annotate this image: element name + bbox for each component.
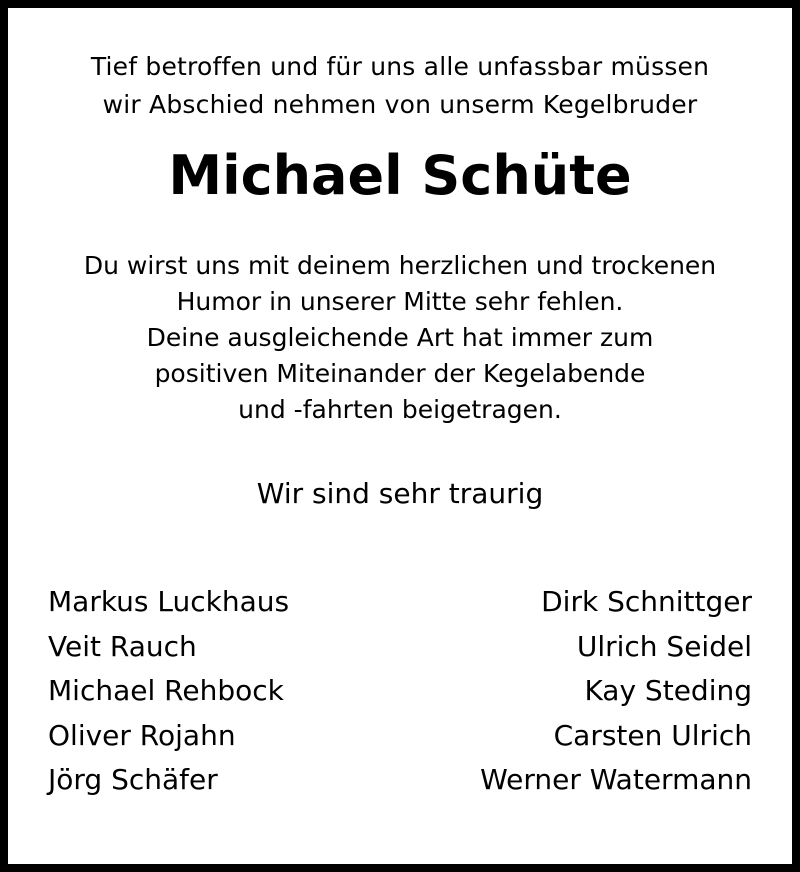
signer-name: Veit Rauch xyxy=(48,629,197,663)
signer-name: Carsten Ulrich xyxy=(553,718,752,752)
signer-name: Markus Luckhaus xyxy=(48,585,290,618)
signer-name: Werner Watermann xyxy=(480,763,752,796)
signer-name: Michael Rehbock xyxy=(48,674,284,707)
signer-name: Dirk Schnittger xyxy=(541,585,752,618)
signers-right-column xyxy=(480,580,752,803)
signer-name: Ulrich Seidel xyxy=(576,629,752,663)
signer-name: Oliver Rojahn xyxy=(48,718,236,752)
tribute-line: Deine ausgleichende Art hat immer zum xyxy=(146,323,654,352)
signer-name: Jörg Schäfer xyxy=(48,763,218,796)
intro-line: wir Abschied nehmen von unserm Kegelbruder xyxy=(102,90,698,119)
tribute-line: Humor in unserer Mitte sehr fehlen. xyxy=(176,287,624,316)
closing-line: Wir sind sehr traurig xyxy=(256,477,544,510)
tribute-line: Du wirst uns mit deinem herzlichen und trockenen xyxy=(83,251,717,280)
intro-text xyxy=(8,48,792,124)
intro-line: Tief betroffen und für uns alle unfassbar müssen xyxy=(90,52,710,81)
tribute-line: und -fahrten beigetragen. xyxy=(238,395,562,424)
deceased-name: Michael Schüte xyxy=(168,144,632,207)
signer-name: Kay Steding xyxy=(584,674,752,707)
signers-left-column xyxy=(48,580,289,803)
tribute-text xyxy=(8,248,792,428)
tribute-line: positiven Miteinander der Kegelabende xyxy=(154,359,646,388)
